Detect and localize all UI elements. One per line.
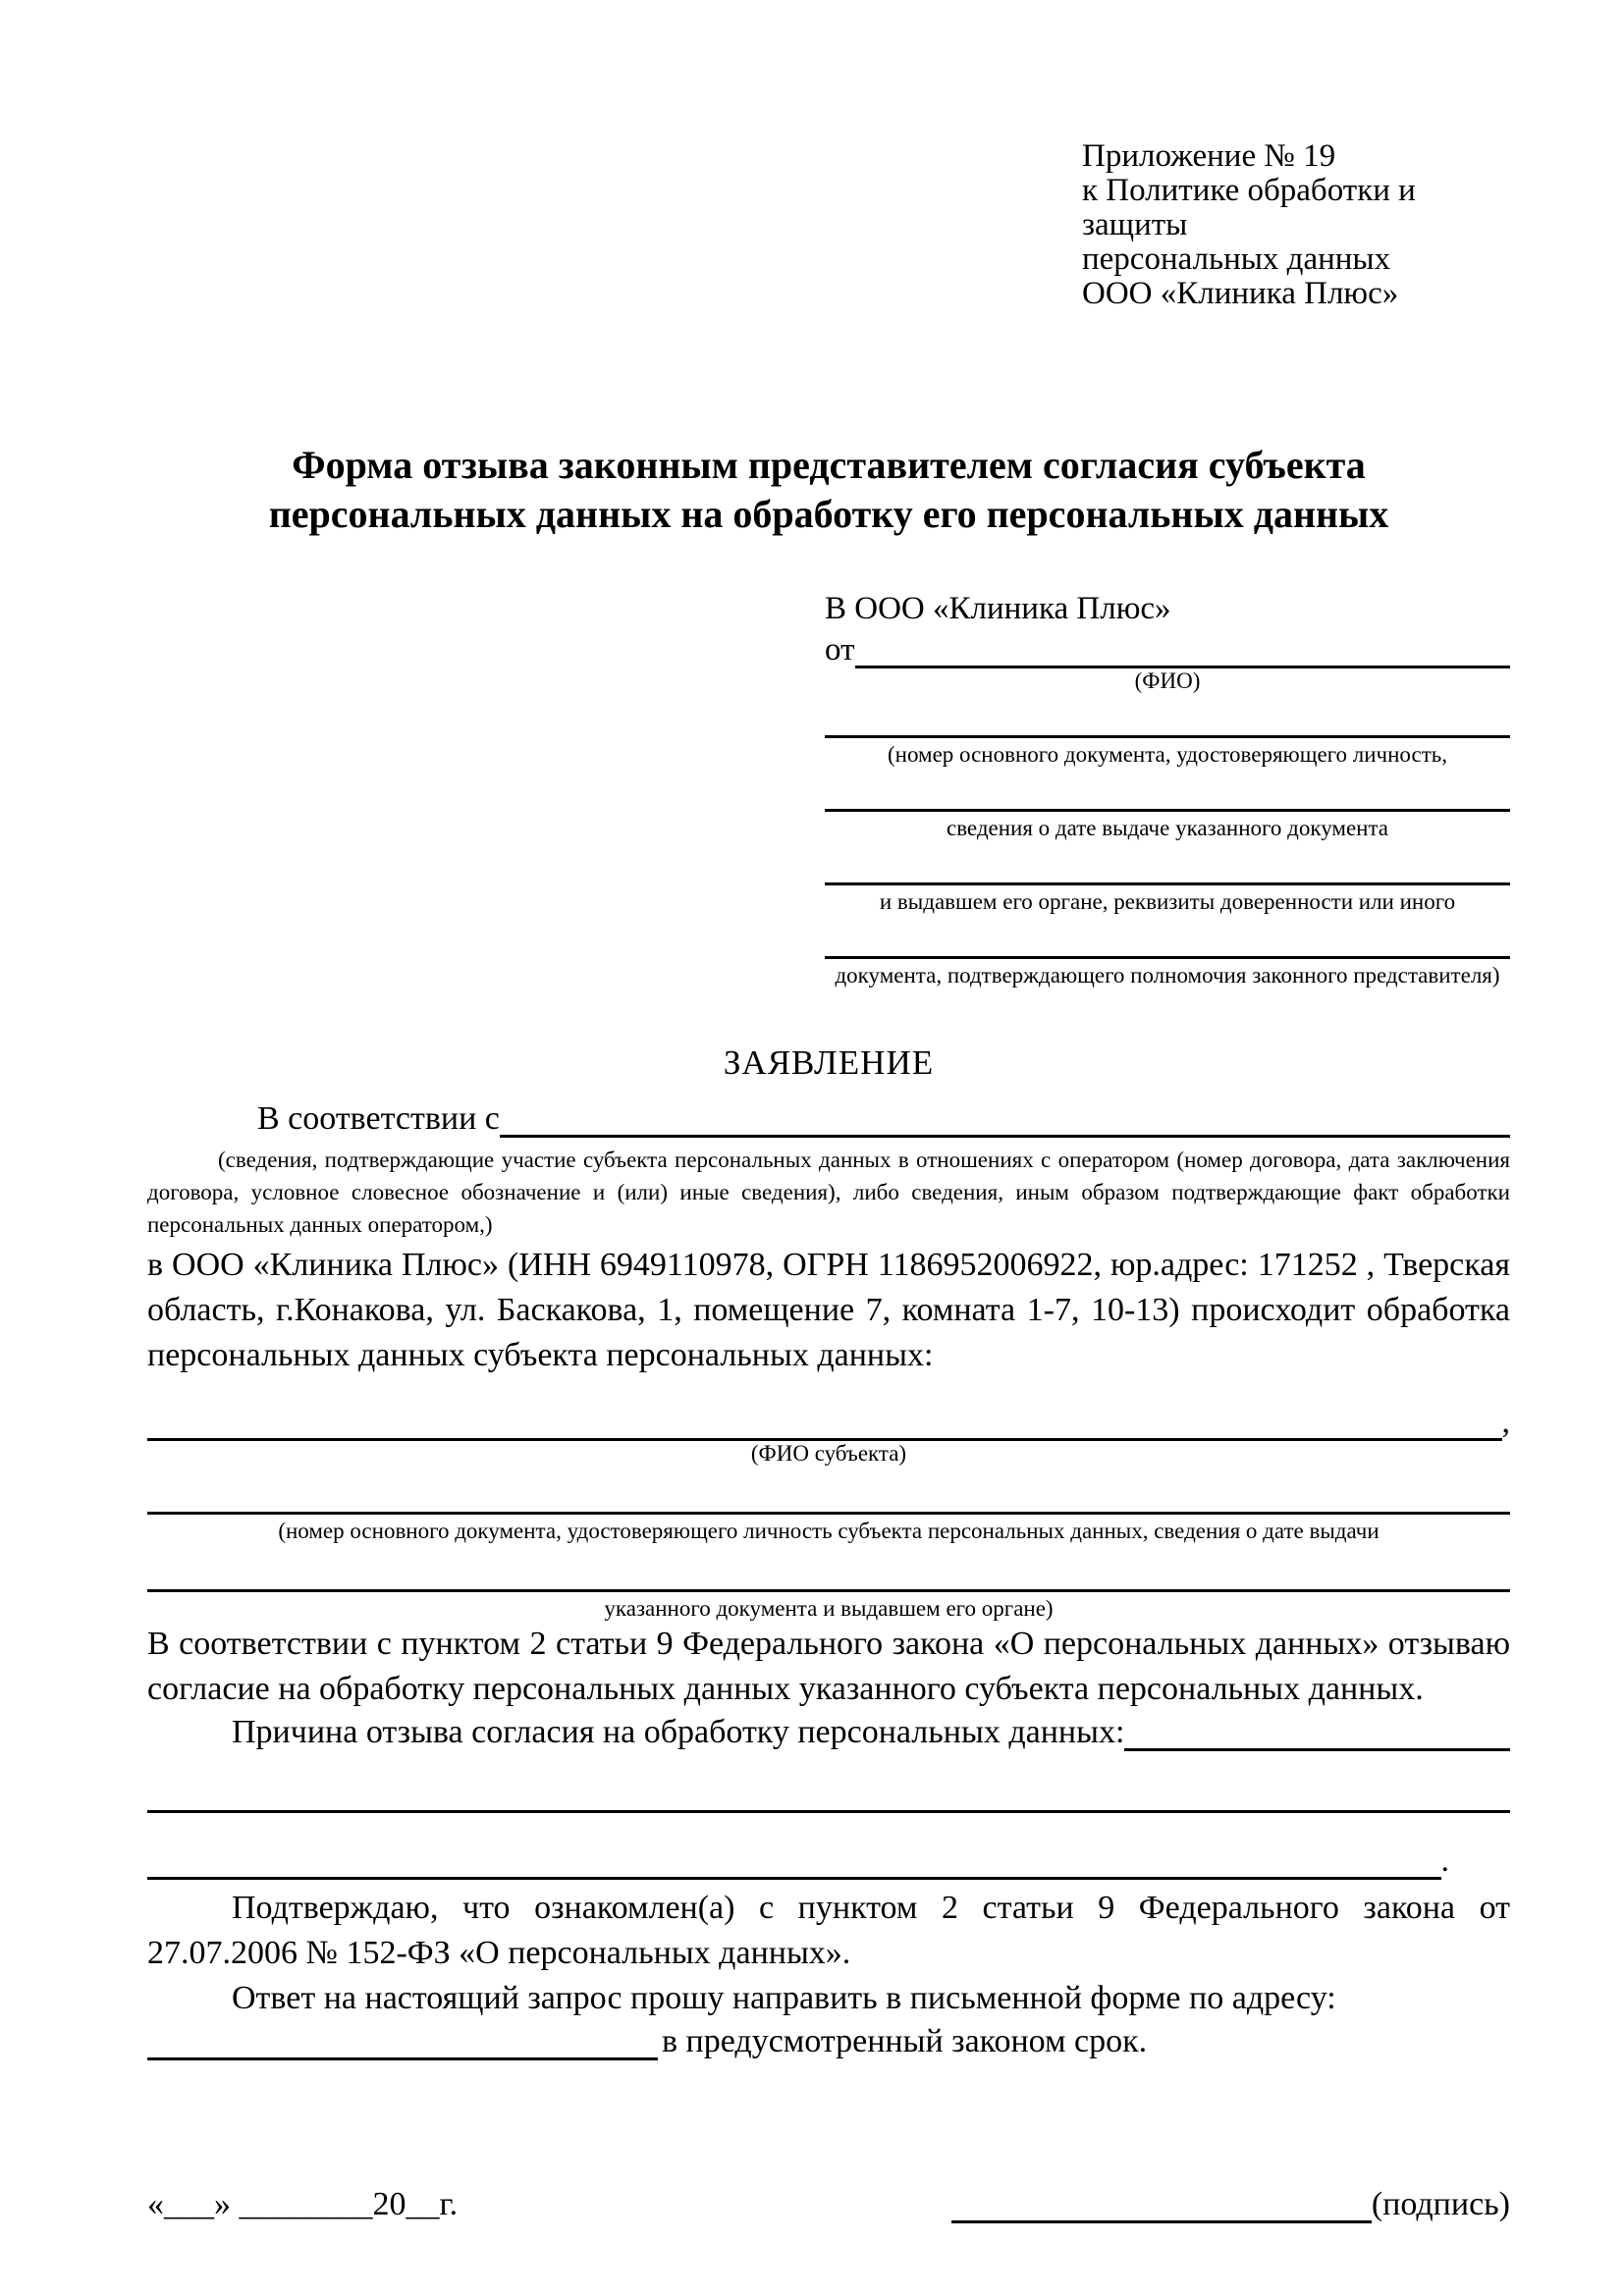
intro-fill-line <box>500 1101 1510 1138</box>
subject-doc-fill-line <box>147 1512 1510 1515</box>
from-label: от <box>825 632 855 667</box>
confirmation-paragraph: Подтверждаю, что ознакомлен(а) с пунктом 2 статьи 9 Федерального закона от 27.07.2006 № 152-ФЗ «О персональных данных». <box>147 1890 1510 1971</box>
reason-extra-fill-line <box>147 1810 1510 1813</box>
subject-fio-caption: (ФИО субъекта) <box>750 1441 907 1466</box>
intro-note: (сведения, подтверждающие участие субъекта персональных данных в отношениях с оператором (номер договора, дата заключения договора, условное словесное обозначение и (или) иные сведения), либо сведения, иным образом подтверждающие факт обработки персональных данных оператором,) <box>147 1148 1510 1237</box>
subject-fio-row <box>147 1404 1510 1441</box>
signature-fill-line <box>951 2187 1372 2223</box>
subject-doc-group <box>147 1512 1510 1544</box>
operator-paragraph: в ООО «Клиника Плюс» (ИНН 6949110978, ОГРН 1186952006922, юр.адрес: 171252 , Тверская область, г.Конакова, ул. Баскакова, 1, помещение 7, комната 1-7, 10-13) происходит обработка персональных данных субъекта персональных данных: <box>147 1247 1510 1373</box>
doc-fill-line <box>825 735 1510 738</box>
reply-fill-line <box>147 2024 658 2060</box>
doc-fill-group <box>825 956 1510 988</box>
doc-fill-line <box>825 882 1510 885</box>
from-fill-line <box>855 632 1511 668</box>
doc-fill-group <box>825 882 1510 915</box>
reply-suffix: в предусмотренный законом срок. <box>662 2023 1148 2059</box>
addressee-block <box>825 590 1510 988</box>
intro-row <box>147 1100 1510 1138</box>
signature-group <box>951 2186 1510 2223</box>
doc-caption: документа, подтверждающего полномочия законного представителя) <box>835 963 1500 988</box>
doc-fill-group <box>825 809 1510 841</box>
subject-doc-fill-line <box>147 1589 1510 1592</box>
form-title-line: персональных данных на обработку его персональных данных <box>268 492 1389 536</box>
signature-footer <box>147 2186 1510 2223</box>
reason-extra-fill-line-2 <box>147 1843 1441 1880</box>
withdrawal-paragraph: В соответствии с пунктом 2 статьи 9 Федерального закона «О персональных данных» отзываю согласие на обработку персональных данных указанного субъекта персональных данных. <box>147 1626 1510 1707</box>
doc-caption: (номер основного документа, удостоверяющего личность, <box>887 742 1447 767</box>
signature-caption: (подпись) <box>1371 2186 1510 2222</box>
annex-line: персональных данных <box>1082 241 1391 277</box>
subject-doc-group <box>147 1589 1510 1622</box>
reason-line-suffix: . <box>1440 1842 1449 1879</box>
from-row <box>825 631 1510 668</box>
statement-heading: ЗАЯВЛЕНИЕ <box>723 1043 935 1082</box>
annex-line: ООО «Клиника Плюс» <box>1082 276 1399 311</box>
fio-caption: (ФИО) <box>1134 668 1201 693</box>
doc-fill-line <box>825 956 1510 959</box>
intro-prefix: В соответствии с <box>257 1100 500 1137</box>
doc-caption: и выдавшем его органе, реквизиты доверенности или иного <box>879 889 1456 914</box>
annex-line: к Политике обработки и защиты <box>1082 173 1416 242</box>
subject-line-suffix: , <box>1501 1404 1510 1440</box>
date-placeholder: «___» ________20__г. <box>147 2186 459 2222</box>
reason-fill-line <box>1124 1715 1510 1751</box>
doc-fill-group <box>825 735 1510 768</box>
reason-prefix: Причина отзыва согласия на обработку персональных данных: <box>232 1714 1125 1750</box>
reply-fill-row <box>147 2023 1510 2060</box>
subject-doc-caption: (номер основного документа, удостоверяющего личность субъекта персональных данных, сведения о дате выдачи <box>278 1519 1380 1543</box>
form-title-line: Форма отзыва законным представителем согласия субъекта <box>292 443 1366 487</box>
addressee-to-line: В ООО «Клиника Плюс» <box>825 591 1171 626</box>
subject-doc-caption: указанного документа и выдавшем его органе) <box>604 1596 1054 1621</box>
subject-fio-fill-line <box>147 1405 1502 1441</box>
annex-header <box>1082 139 1510 311</box>
doc-fill-line <box>825 809 1510 812</box>
reason-extra-fill-row <box>147 1842 1449 1880</box>
reply-paragraph: Ответ на настоящий запрос прошу направить в письменной форме по адресу: <box>232 1980 1336 2016</box>
reason-row <box>147 1714 1510 1751</box>
form-title <box>147 441 1510 539</box>
doc-caption: сведения о дате выдаче указанного документа <box>946 816 1389 840</box>
annex-line: Приложение № 19 <box>1082 138 1336 174</box>
